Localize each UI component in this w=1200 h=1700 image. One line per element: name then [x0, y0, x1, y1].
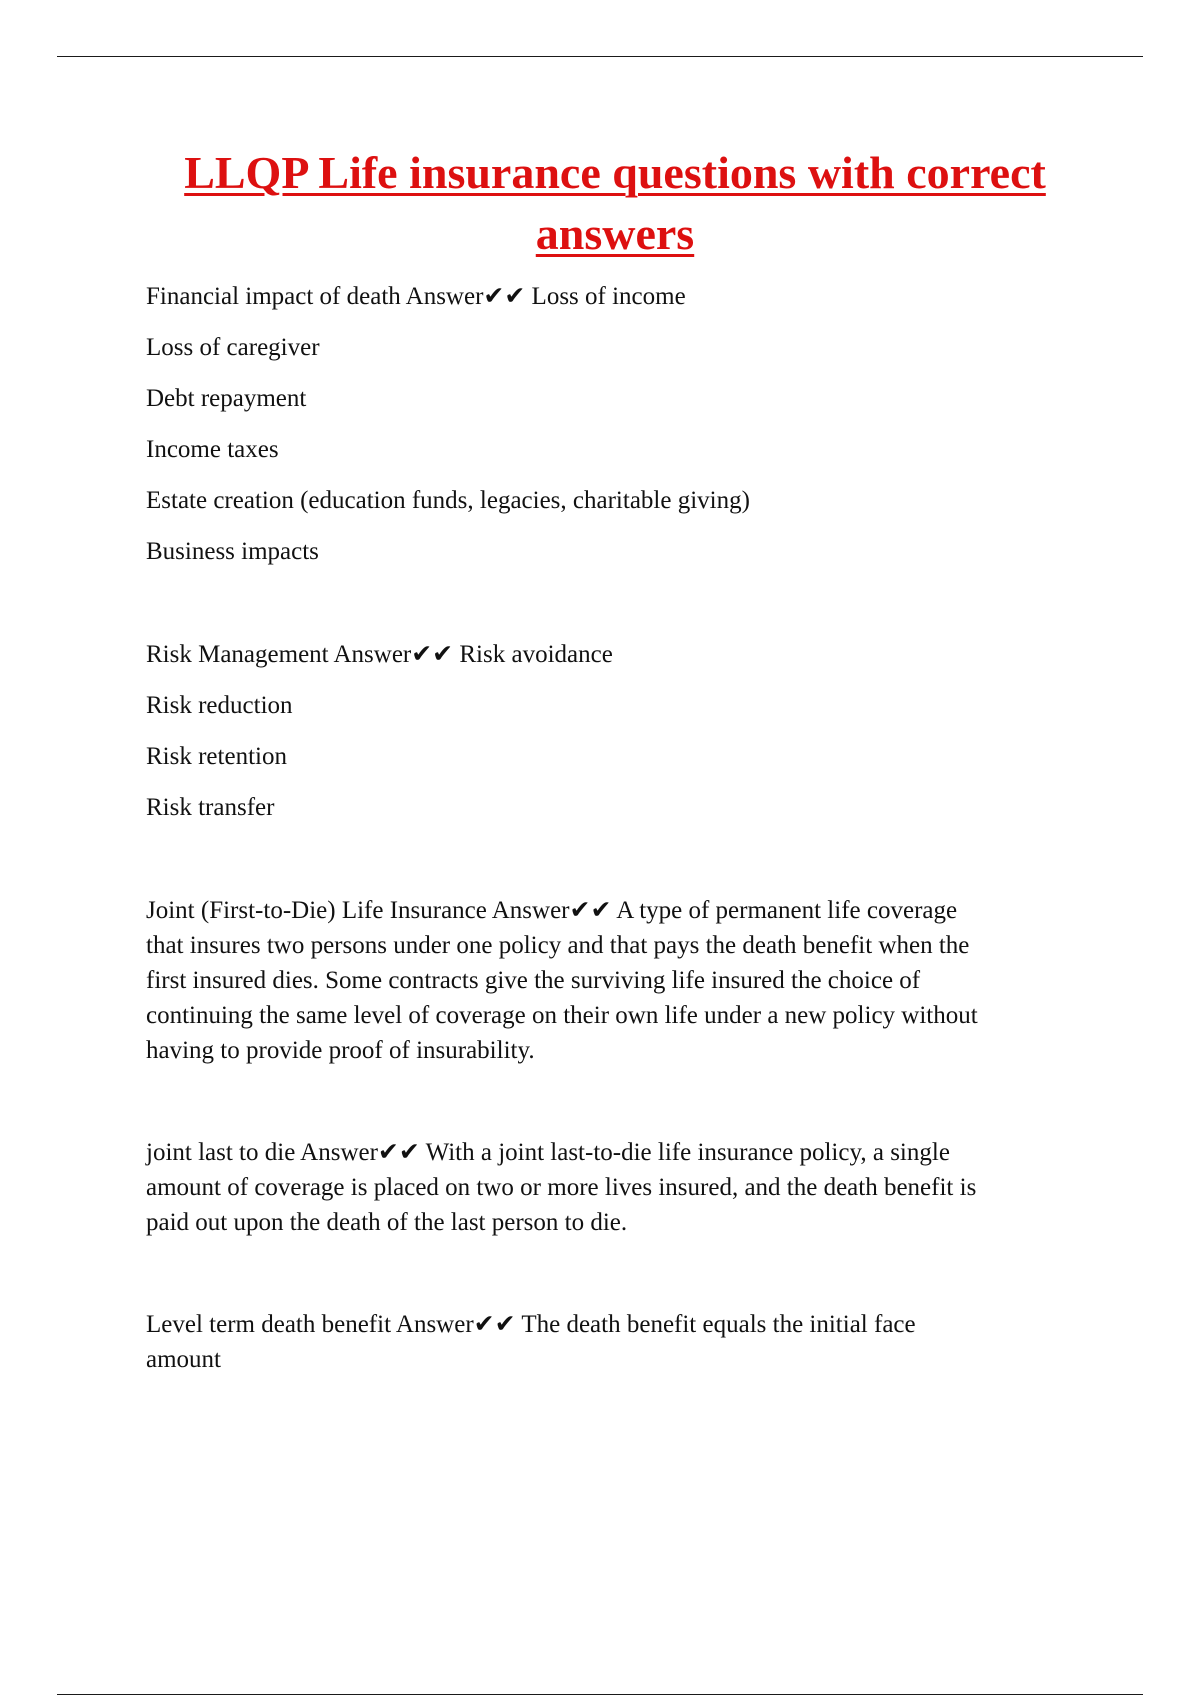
paragraph-line: amount of coverage is placed on two or more lives insured, and the death benefit is	[146, 1174, 977, 1201]
entry-line: Risk transfer	[146, 794, 275, 821]
entry-line: Financial impact of death Answer✔✔ Loss of income	[146, 283, 686, 310]
document-body	[146, 279, 1096, 1377]
paragraph-line: Joint (First-to-Die) Life Insurance Answer✔✔ A type of permanent life coverage	[146, 897, 958, 924]
paragraph-line: that insures two persons under one policy and that pays the death benefit when the	[146, 932, 970, 959]
paragraph-line: amount	[146, 1346, 221, 1373]
paragraph-line: paid out upon the death of the last person to die.	[146, 1209, 628, 1236]
entry-joint-first-to-die	[146, 893, 1096, 1068]
paragraph-line: having to provide proof of insurability.	[146, 1037, 535, 1064]
paragraph-line: joint last to die Answer✔✔ With a joint last-to-die life insurance policy, a single	[146, 1139, 950, 1166]
entry-joint-last-to-die	[146, 1135, 1096, 1240]
entry-line: Estate creation (education funds, legacies, charitable giving)	[146, 487, 750, 514]
paragraph-line: Level term death benefit Answer✔✔ The death benefit equals the initial face	[146, 1311, 916, 1338]
entry-line: Risk Management Answer✔✔ Risk avoidance	[146, 641, 613, 668]
paragraph-line: first insured dies. Some contracts give the surviving life insured the choice of	[146, 967, 921, 994]
entry-line: Risk retention	[146, 743, 287, 770]
entry-line: Loss of caregiver	[146, 334, 320, 361]
entry-line: Risk reduction	[146, 692, 293, 719]
entry-line: Debt repayment	[146, 385, 307, 412]
footer-rule	[57, 1694, 1143, 1695]
entry-level-term	[146, 1307, 1096, 1377]
entry-line: Business impacts	[146, 538, 319, 565]
entry-line: Income taxes	[146, 436, 279, 463]
entry-risk-management	[146, 637, 1096, 826]
paragraph-line: continuing the same level of coverage on their own life under a new policy without	[146, 1002, 978, 1029]
header-rule	[57, 56, 1143, 57]
document-title: LLQP Life insurance questions with correct answers	[184, 147, 1046, 259]
entry-financial-impact	[146, 279, 1096, 570]
